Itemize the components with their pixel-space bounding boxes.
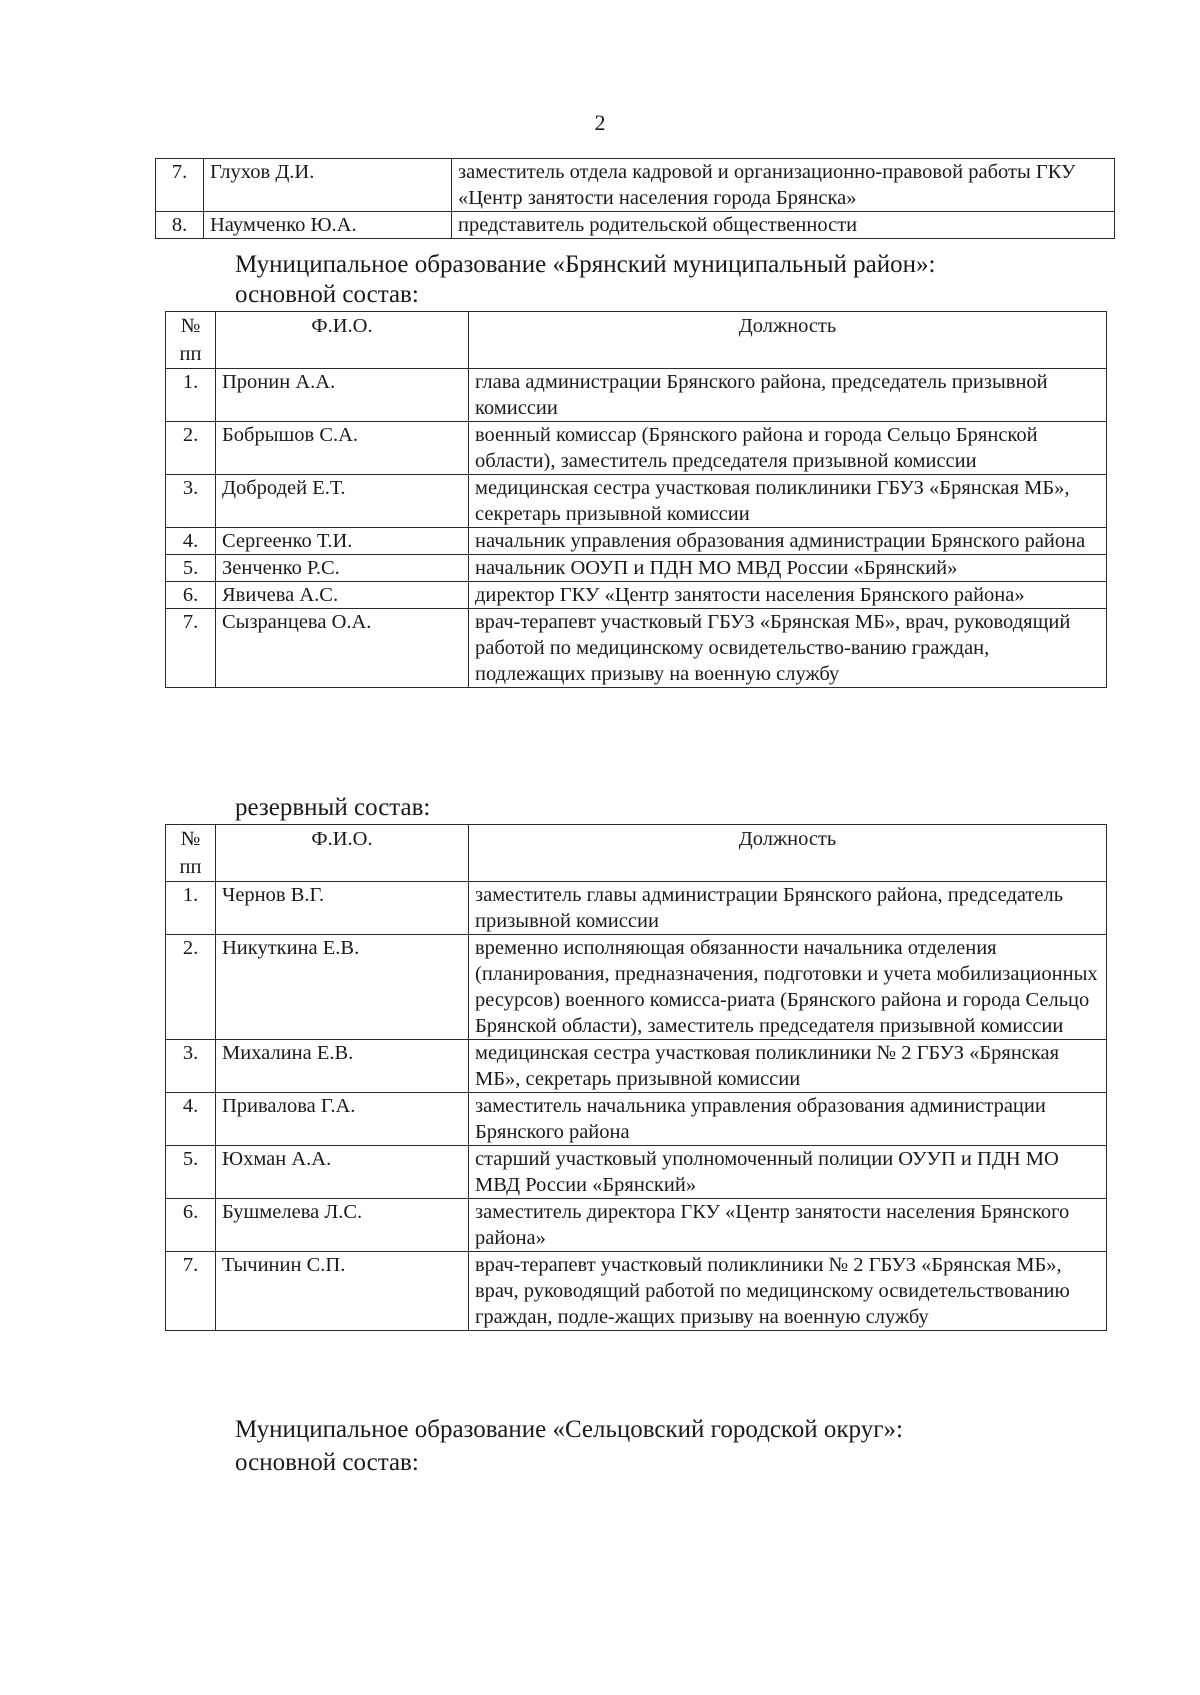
row-position: директор ГКУ «Центр занятости населения Брянского района» <box>469 582 1107 609</box>
page-number: 2 <box>594 110 606 135</box>
reserve-staff-table <box>165 824 1107 1331</box>
row-name: Михалина Е.В. <box>216 1040 469 1093</box>
row-number: 6. <box>166 1199 216 1252</box>
section-subtitle-seltso-main-staff: основной состав: <box>235 1449 419 1476</box>
row-name: Зенченко Р.С. <box>216 555 469 582</box>
header-number <box>166 825 216 882</box>
table-row <box>166 1199 1107 1252</box>
row-number: 7. <box>166 1252 216 1331</box>
row-number: 7. <box>166 609 216 688</box>
table-header-row <box>166 825 1107 882</box>
row-name: Пронин А.А. <box>216 369 469 422</box>
section-title-bryansk-district: Муниципальное образование «Брянский муниципальный район»: <box>235 251 936 278</box>
table-row <box>166 422 1107 475</box>
row-number: 3. <box>166 1040 216 1093</box>
header-position: Должность <box>469 312 1107 369</box>
row-number: 3. <box>166 475 216 528</box>
section-subtitle-main-staff: основной состав: <box>235 281 419 308</box>
row-number: 5. <box>166 1146 216 1199</box>
table-row <box>166 935 1107 1040</box>
row-position: военный комиссар (Брянского района и города Сельцо Брянской области), заместитель председателя призывной комиссии <box>469 422 1107 475</box>
row-position: начальник ООУП и ПДН МО МВД России «Брянский» <box>469 555 1107 582</box>
header-number-line1: № <box>180 315 201 337</box>
row-position: заместитель директора ГКУ «Центр занятости населения Брянского района» <box>469 1199 1107 1252</box>
row-position: временно исполняющая обязанности начальника отделения (планирования, предназначения, подготовки и учета мобилизационных ресурсов) военного комисса-риата (Брянского района и города Сельцо Брянской области), заместитель председателя призывной комиссии <box>469 935 1107 1040</box>
header-number-line2: пп <box>179 343 202 365</box>
table-row <box>156 159 1115 212</box>
row-number: 1. <box>166 369 216 422</box>
table-row <box>166 582 1107 609</box>
row-position: заместитель главы администрации Брянского района, председатель призывной комиссии <box>469 882 1107 935</box>
header-number-line2: пп <box>179 856 202 878</box>
row-position: представитель родительской общественности <box>452 212 1115 239</box>
header-number <box>166 312 216 369</box>
row-number: 5. <box>166 555 216 582</box>
row-position: заместитель начальника управления образования администрации Брянского района <box>469 1093 1107 1146</box>
row-name: Юхман А.А. <box>216 1146 469 1199</box>
row-name: Бушмелева Л.С. <box>216 1199 469 1252</box>
table-row <box>166 555 1107 582</box>
header-number-line1: № <box>180 828 201 850</box>
section-title-seltso-district: Муниципальное образование «Сельцовский городской округ»: <box>235 1416 903 1443</box>
row-number: 2. <box>166 935 216 1040</box>
row-number: 7. <box>156 159 204 212</box>
table-row <box>166 528 1107 555</box>
table-row <box>166 609 1107 688</box>
row-position: заместитель отдела кадровой и организационно-правовой работы ГКУ «Центр занятости населения города Брянска» <box>452 159 1115 212</box>
table-header-row <box>166 312 1107 369</box>
main-staff-table <box>165 311 1107 688</box>
row-name: Явичева А.С. <box>216 582 469 609</box>
header-name: Ф.И.О. <box>216 312 469 369</box>
row-number: 2. <box>166 422 216 475</box>
row-number: 4. <box>166 528 216 555</box>
row-position: врач-терапевт участковый ГБУЗ «Брянская МБ», врач, руководящий работой по медицинскому освидетельство-ванию граждан, подлежащих призыву на военную службу <box>469 609 1107 688</box>
row-number: 1. <box>166 882 216 935</box>
row-name: Никуткина Е.В. <box>216 935 469 1040</box>
row-position: глава администрации Брянского района, председатель призывной комиссии <box>469 369 1107 422</box>
row-number: 4. <box>166 1093 216 1146</box>
row-name: Наумченко Ю.А. <box>204 212 452 239</box>
table-row <box>166 1252 1107 1331</box>
header-position: Должность <box>469 825 1107 882</box>
row-name: Сызранцева О.А. <box>216 609 469 688</box>
header-name: Ф.И.О. <box>216 825 469 882</box>
row-name: Глухов Д.И. <box>204 159 452 212</box>
row-name: Привалова Г.А. <box>216 1093 469 1146</box>
table-row <box>166 475 1107 528</box>
table-row <box>166 1040 1107 1093</box>
row-number: 6. <box>166 582 216 609</box>
table-row <box>166 1146 1107 1199</box>
table-row <box>166 369 1107 422</box>
table-row <box>166 1093 1107 1146</box>
table-row <box>166 882 1107 935</box>
continuation-table <box>155 158 1115 239</box>
section-subtitle-reserve-staff: резервный состав: <box>235 794 431 821</box>
row-name: Добродей Е.Т. <box>216 475 469 528</box>
row-name: Чернов В.Г. <box>216 882 469 935</box>
row-position: начальник управления образования администрации Брянского района <box>469 528 1107 555</box>
row-name: Сергеенко Т.И. <box>216 528 469 555</box>
row-position: медицинская сестра участковая поликлиники ГБУЗ «Брянская МБ», секретарь призывной комиссии <box>469 475 1107 528</box>
row-name: Тычинин С.П. <box>216 1252 469 1331</box>
row-position: врач-терапевт участковый поликлиники № 2 ГБУЗ «Брянская МБ», врач, руководящий работой по медицинскому освидетельствованию граждан, подле-жащих призыву на военную службу <box>469 1252 1107 1331</box>
table-row <box>156 212 1115 239</box>
row-position: старший участковый уполномоченный полиции ОУУП и ПДН МО МВД России «Брянский» <box>469 1146 1107 1199</box>
row-name: Бобрышов С.А. <box>216 422 469 475</box>
row-position: медицинская сестра участковая поликлиники № 2 ГБУЗ «Брянская МБ», секретарь призывной комиссии <box>469 1040 1107 1093</box>
row-number: 8. <box>156 212 204 239</box>
